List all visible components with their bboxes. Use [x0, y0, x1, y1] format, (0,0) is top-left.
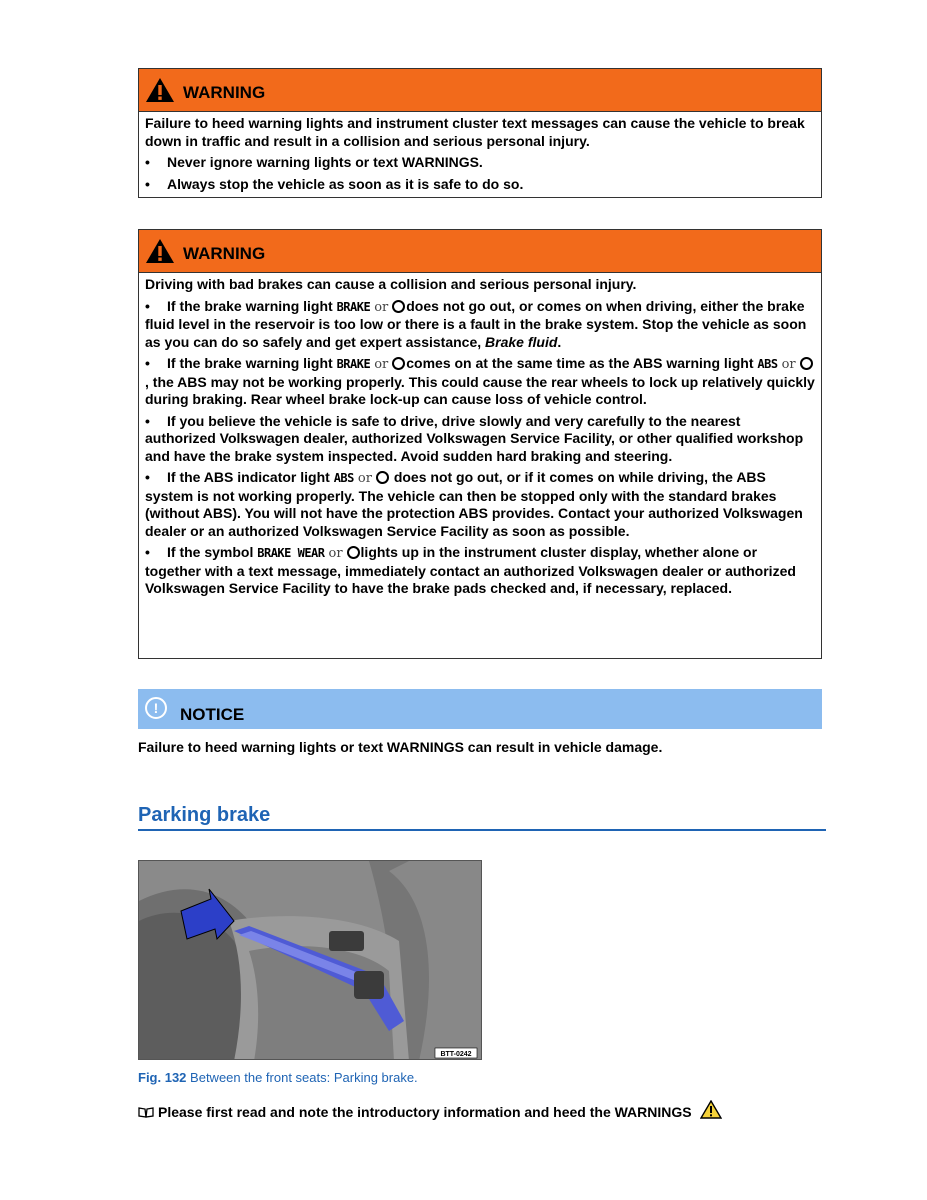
warning-title: WARNING: [183, 83, 266, 102]
abs-symbol: ABS: [333, 471, 354, 485]
warning-link-icon[interactable]: [700, 1100, 722, 1119]
brake-wear-symbol: BRAKE WEAR: [257, 546, 325, 560]
figure-caption: Fig. 132 Between the front seats: Parking brake.: [138, 1070, 418, 1085]
list-item: • If the ABS indicator light ABS or does not go out, or if it comes on while driving, the ABS system is not working properly. The vehicle can then be stopped only with the standard brakes (without ABS). You will not have the protection ABS provides. Contact your authorized Volkswagen dealer or an authorized Volkswagen Service Facility as soon as possible.: [145, 469, 803, 539]
notice-text: Failure to heed warning lights or text WARNINGS can result in vehicle damage.: [138, 739, 663, 755]
list-item: • Always stop the vehicle as soon as it is safe to do so.: [145, 175, 524, 192]
notice-header: [138, 689, 822, 729]
intro-note: Please first read and note the introductory information and heed the WARNINGS: [138, 1100, 722, 1120]
warning-title: WARNING: [183, 244, 266, 263]
figure-code: BTT-0242: [440, 1051, 472, 1058]
warning-header-1: [139, 69, 821, 112]
brake-fluid-link[interactable]: Brake fluid: [485, 333, 558, 350]
abs-symbol: ABS: [757, 357, 778, 371]
warning-intro: Driving with bad brakes can cause a collision and serious personal injury.: [145, 276, 637, 292]
warning-header-2: [139, 230, 821, 273]
list-item: • If the brake warning light BRAKE or comes on at the same time as the ABS warning light ABS or, the ABS may not be working properly. This could cause the rear wheels to lock up relatively quickly during braking. Rear wheel brake lock-up can cause loss of vehicle control.: [145, 355, 815, 407]
warning-triangle-icon: [145, 77, 175, 103]
warning-triangle-icon: [145, 238, 175, 264]
parking-brake-figure: [138, 860, 482, 1060]
exclamation-circle-icon: !: [145, 697, 167, 719]
warning-box-2: [138, 229, 822, 659]
warning-box-1: [138, 68, 822, 198]
list-item: • If the symbol BRAKE WEAR or lights up in the instrument cluster display, whether alone or together with a text message, immediately contact an authorized Volkswagen dealer or authorized Volkswagen Service Facility to have the brake pads checked and, if necessary, replaced.: [145, 544, 796, 596]
warning-intro: Failure to heed warning lights and instrument cluster text messages can cause the vehicle to break down in traffic and result in a collision and serious personal injury.: [145, 115, 805, 149]
list-item: • Never ignore warning lights or text WARNINGS.: [145, 154, 483, 170]
section-divider: [138, 829, 826, 831]
list-item: • If you believe the vehicle is safe to drive, drive slowly and very carefully to the nearest authorized Volkswagen dealer, authorized Volkswagen Service Facility, or other qualified workshop and have the brake system inspected. Avoid sudden hard braking and steering.: [145, 412, 804, 464]
brake-symbol: BRAKE: [336, 299, 371, 314]
parking-brake-illustration: [139, 861, 482, 1060]
notice-title: NOTICE: [180, 705, 245, 724]
section-heading: Parking brake: [138, 804, 271, 826]
abs-warning-icon: [376, 471, 389, 484]
brake-wear-icon: [347, 546, 360, 559]
abs-warning-icon: [800, 357, 813, 370]
brake-warning-icon: [392, 357, 405, 370]
figure-number: Fig. 132: [138, 1070, 187, 1085]
open-book-icon: [138, 1107, 154, 1118]
list-item: • If the brake warning light BRAKE or does not go out, or comes on when driving, either the brake fluid level in the reservoir is too low or there is a fault in the brake system. Stop the vehicle as soon as you can do so safely and get expert assistance, Brake fluid.: [145, 297, 807, 350]
brake-symbol: BRAKE: [336, 357, 371, 371]
brake-warning-icon: [392, 300, 405, 313]
